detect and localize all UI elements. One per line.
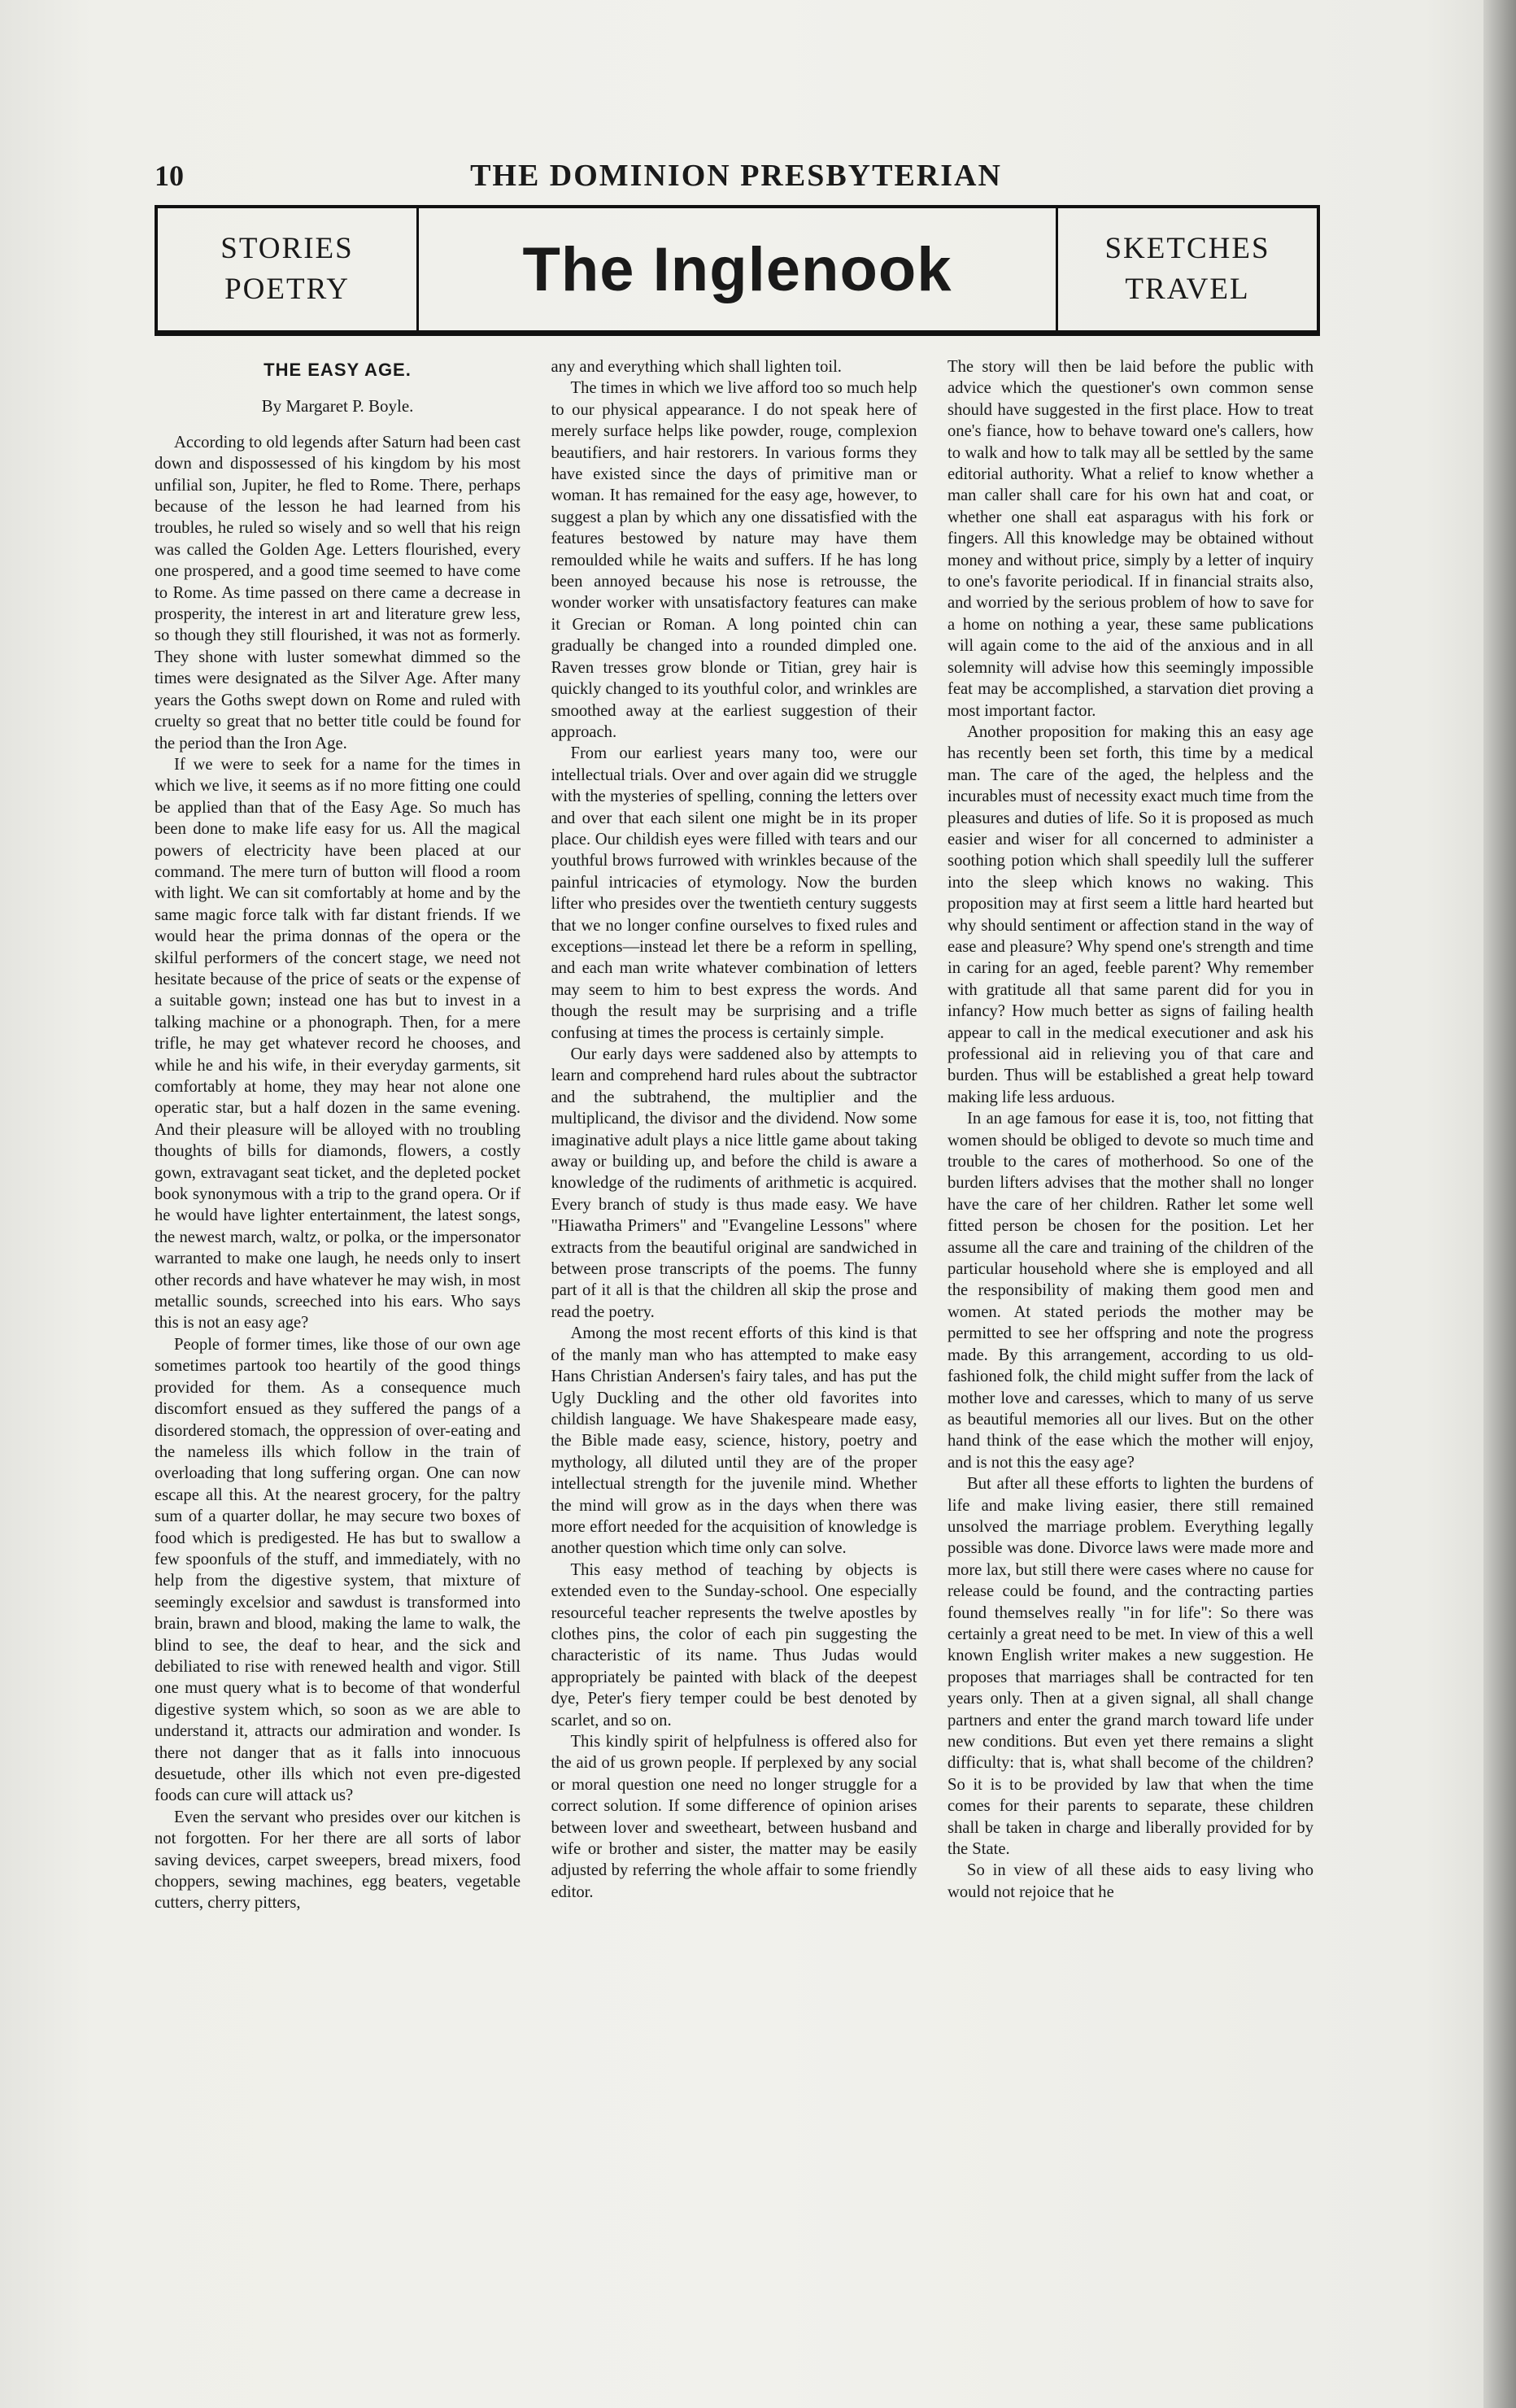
paragraph: Among the most recent efforts of this kind is that of the manly man who has attempted to make easy Hans Christian Andersen's fairy tales, and has put the Ugly Duckling and the other old favorites into childish language. We have Shakespeare made easy, the Bible made easy, science, history, poetry and mythology, all diluted until they are of the proper intellectual strength for the juvenile mind. Whether the mind will grow as in the days when there was more effort needed for the acquisition of knowledge is another question which time only can solve. [551,1324,917,1558]
article-title: THE EASY AGE. [264,360,412,380]
column-2 [551,356,917,2309]
article-byline: By Margaret P. Boyle. [261,396,414,417]
banner-right-bottom: TRAVEL [1125,273,1250,306]
paragraph: The story will then be laid before the public with advice which the questioner's own common sense should have suggested in the first place. How to treat one's fiance, how to behave toward one's callers, how to walk and how to talk may all be settled by the same editorial authority. What a relief to know whether a man caller shall care for his own hat and coat, or whether one shall eat asparagus with his fork or fingers. All this knowledge may be obtained without money and without price, simply by a letter of inquiry to one's favorite periodical. If in financial straits also, and worried by the serious problem of how to save for a home on nothing a year, these same publications will again come to the aid of the anxious and in all solemnity will advise how this seemingly impossible feat may be accomplished, a starvation diet proving a most important factor. [948,358,1313,720]
paragraph: If we were to seek for a name for the times in which we live, it seems as if no more fitting one could be applied than that of the Easy Age. So much has been done to make life easy for us. All the magical powers of electricity have been placed at our command. The mere turn of button will flood a room with light. We can sit comfortably at home and by the same magic force talk with far distant friends. If we would hear the prima donnas of the opera or the skilful performers of the concert stage, we need not hesitate because of the price of seats or the expense of a suitable gown; instead one has but to invest in a talking machine or a phonograph. Then, for a mere trifle, he may get whatever record he chooses, and while he and his wife, in their everyday garments, sit comfortably at home, they may hear not alone one operatic star, but a half dozen in the same evening. And their pleasure will be alloyed with no troubling thoughts of bills for diamonds, flowers, a costly gown, extravagant seat ticket, and the depleted pocket book synonymous with a trip to the grand opera. Or if he would have lighter entertainment, the latest songs, the newest march, waltz, or polka, or the impersonator warranted to make one laugh, he needs only to insert other records and have whatever he may wish, in most metallic sounds, screeched into his ears. Who says this is not an easy age? [155,755,521,1333]
paragraph: Another proposition for making this an easy age has recently been set forth, this time by a medical man. The care of the aged, the helpless and the incurables must of necessity exact much time from the pleasures and duties of life. So it is proposed as much easier and wiser for all concerned to administer a soothing potion which shall speedily lull the sufferer into the sleep which knows no waking. This proposition may at first seem a little hard hearted but why should sentiment or affection stand in the way of ease and pleasure? Why spend one's strength and time in caring for an aged, feeble parent? Why remember with gratitude all that same parent did for you in infancy? How much better as signs of failing health appear to call in the medical executioner and ask his professional aid in relieving you of that care and burden. Thus will be established a great help toward making life less arduous. [948,722,1313,1106]
banner-right-top: SKETCHES [1104,232,1270,266]
paragraph: This easy method of teaching by objects is extended even to the Sunday-school. One especially resourceful teacher represents the twelve apostles by clothes pins, the color of each pin suggesting the characteristic of its name. Thus Judas would appropriately be painted with black of the deepest dye, Peter's fiery temper could be best denoted by scarlet, and so on. [551,1560,917,1730]
page-number: 10 [155,159,184,192]
paragraph: According to old legends after Saturn had been cast down and dispossessed of his kingdom by his most unfilial son, Jupiter, he fled to Rome. There, perhaps because of the lesson he had learned from his troubles, he ruled so wisely and so well that his reign was called the Golden Age. Letters flourished, every one prospered, and a good time seemed to have come to Rome. As time passed on there came a decrease in prosperity, the interest in art and literature grew less, so though they still flourished, it was not as formerly. They shone with luster somewhat dimmed so the times were designated as the Silver Age. After many years the Goths swept down on Rome and ruled with cruelty so great that no better title could be found for the period than the Iron Age. [155,433,521,752]
running-header [155,155,1318,197]
banner-left-bottom: POETRY [224,273,350,306]
banner-right-box [1056,208,1317,330]
paragraph: But after all these efforts to lighten the burdens of life and make living easier, there still remained unsolved the marriage problem. Everything legally possible was done. Divorce laws were made more and more lax, but still there were cases where no cause for release could be found, and the contracting parties found themselves really "in for life": So there was certainly a great need to be met. In view of this a well known English writer makes a new suggestion. He proposes that marriages shall be contracted for ten years only. Then at a given signal, all shall change partners and enter the grand march toward life under new conditions. But even yet there remains a slight difficulty: that is, what shall become of the children? So it is to be provided by law that when the time comes for their parents to separate, these children shall be taken in charge and liberally provided for by the State. [948,1475,1313,1859]
paragraph: People of former times, like those of our own age sometimes partook too heartily of the good things provided for them. As a consequence much discomfort ensued as they suffered the pangs of a disordered stomach, the oppression of over-eating and the nameless ills which follow in the train of overloading that long suffering organ. One can now escape all this. At the nearest grocery, for the paltry sum of a quarter dollar, he may secure two boxes of food which is predigested. He has but to swallow a few spoonfuls of the stuff, and immediately, with no help from the digestive system, that mixture of seemingly excelsior and sawdust is transformed into brain, brawn and blood, making the lame to walk, the blind to see, the deaf to hear, and the sick and debiliated to rise with renewed health and vigor. Still one must query what is to become of that wonderful digestive system which, so soon as we are able to understand it, attracts our admiration and wonder. Is there not danger that as it falls into innocuous desuetude, other ills which not even pre-digested foods can cure will attack us? [155,1335,521,1805]
banner-left-top: STORIES [220,232,354,266]
paragraph: Our early days were saddened also by attempts to learn and comprehend hard rules about the subtractor and the subtrahend, the multiplier and the multiplicand, the divisor and the dividend. Now some imaginative adult plays a nice little game about taking away or building up, and before the child is aware a knowledge of the rudiments of arithmetic is acquired. Every branch of study is thus made easy. We have "Hiawatha Primers" and "Evangeline Lessons" where extracts from the beautiful original are sandwiched in between prose transcripts of the poems. The funny part of it all is that the children all skip the prose and read the poetry. [551,1045,917,1321]
journal-title: THE DOMINION PRESBYTERIAN [470,159,1002,193]
page-edge-shadow [1483,0,1516,2408]
column-1 [155,356,521,2309]
section-title: The Inglenook [522,234,952,304]
banner-left-box [158,208,419,330]
section-banner [155,205,1320,336]
paragraph: In an age famous for ease it is, too, not fitting that women should be obliged to devote so much time and trouble to the cares of motherhood. So one of the burden lifters advises that the mother shall no longer have the care of her children. Rather let some well fitted person be chosen for the position. Let her assume all the care and training of the children of the particular household where she is employed and all the responsibility of making them good men and women. At stated periods the mother may be permitted to see her offspring and note the progress made. By this arrangement, according to us old-fashioned folk, the child might suffer from the lack of mother love and caresses, which to many of us serve as beautiful memories all our lives. But on the other hand think of the ease which the mother will enjoy, and is not this the easy age? [948,1110,1313,1472]
column-3 [948,356,1313,2309]
paragraph: Even the servant who presides over our kitchen is not forgotten. For her there are all sorts of labor saving devices, carpet sweepers, bread mixers, food choppers, sewing machines, egg beaters, vegetable cutters, cherry pitters, [155,1808,521,1913]
paragraph: From our earliest years many too, were our intellectual trials. Over and over again did we struggle with the mysteries of spelling, conning the letters over and over that each silent one might be in its proper place. Our childish eyes were filled with tears and our youthful brows furrowed with wrinkles because of the painful intricacies of etymology. Now the burden lifter who presides over the twentieth century suggests that we no longer confine ourselves to fixed rules and exceptions—instead let there be a reform in spelling, and each man write whatever combination of letters may seem to him to best express the words. And though the result may be surprising and a trifle confusing at times the process is certainly simple. [551,744,917,1042]
paragraph: any and everything which shall lighten toil. [551,358,842,376]
article-columns [155,356,1313,2309]
paragraph: This kindly spirit of helpfulness is offered also for the aid of us grown people. If perplexed by any social or moral question one need no longer struggle for a correct solution. If some difference of opinion arises between lover and sweetheart, between husband and wife or brother and sister, the matter may be easily adjusted by referring the whole affair to some friendly editor. [551,1733,917,1901]
paragraph: The times in which we live afford too so much help to our physical appearance. I do not speak here of merely surface helps like powder, rouge, complexion beautifiers, and hair restorers. In various forms they have existed since the days of primitive man or woman. It has remained for the easy age, however, to suggest a plan by which any one dissatisfied with the features bestowed by nature may have them remoulded while he waits and suffers. If he has long been annoyed because his nose is retrousse, the wonder worker with unsatisfactory features can make it Grecian or Roman. A long pointed chin can gradually be changed into a rounded dimpled one. Raven tresses grow blonde or Titian, grey hair is quickly changed to its youthful color, and wrinkles are smoothed away at the earliest suggestion of their approach. [551,379,917,741]
paragraph: So in view of all these aids to easy living who would not rejoice that he [948,1861,1313,1901]
